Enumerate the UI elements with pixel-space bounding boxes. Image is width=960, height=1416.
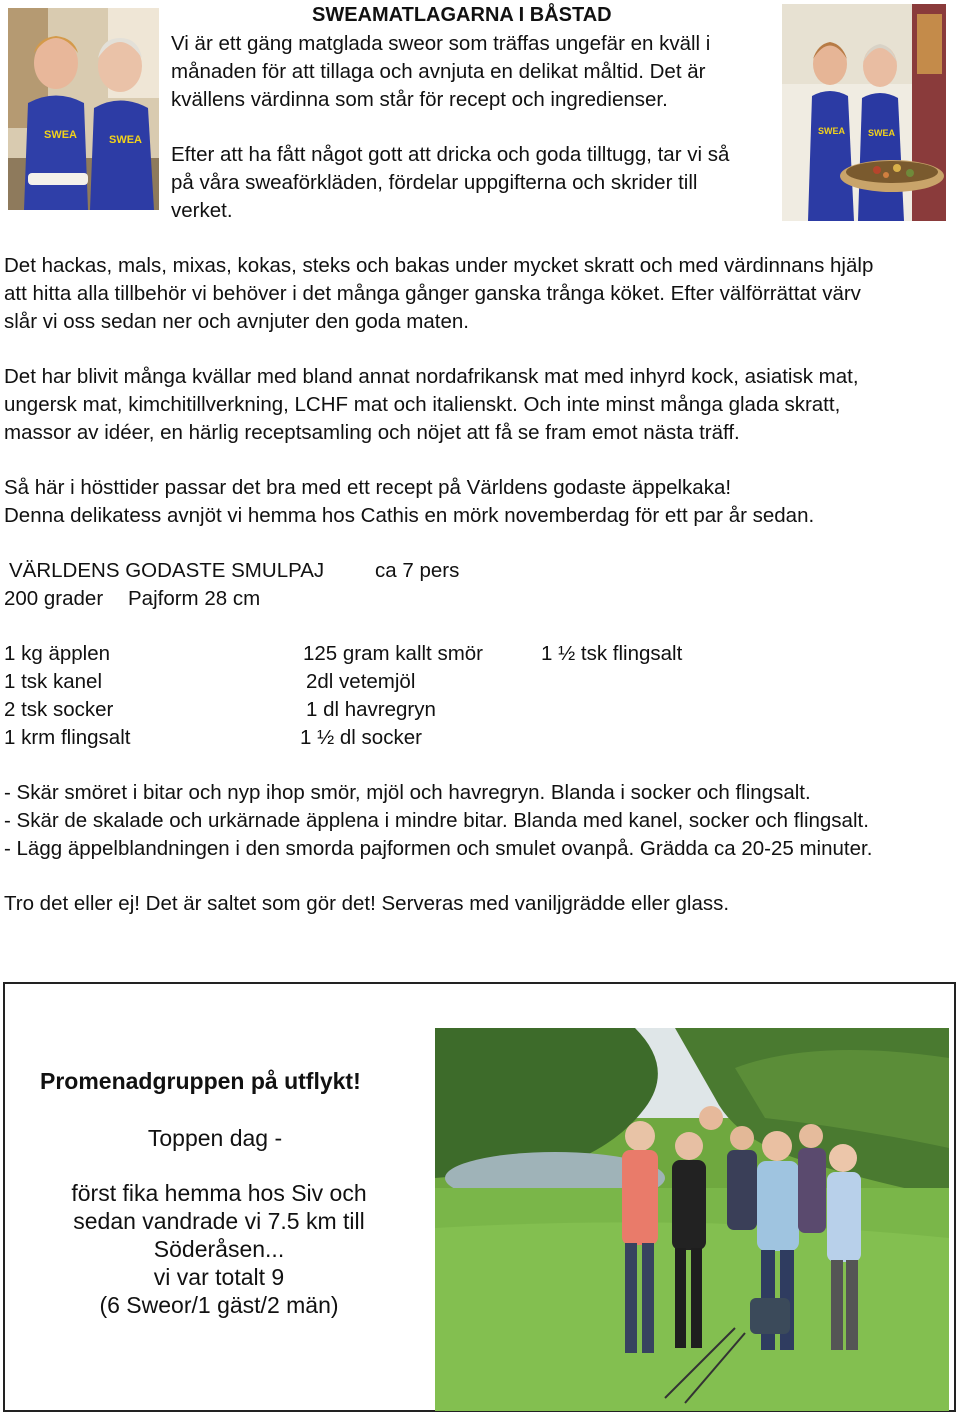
swea-logo-left: SWEA xyxy=(44,129,77,141)
recipe-step: - Skär de skalade och urkärnade äpplena i mindre bitar. Blanda med kanel, socker och flingsalt. xyxy=(4,809,869,832)
body-line: Denna delikatess avnjöt vi hemma hos Cathis en mörk novemberdag för ett par år sedan. xyxy=(4,504,815,527)
promo-line: (6 Sweor/1 gäst/2 män) xyxy=(99,1292,339,1318)
promo-line: sedan vandrade vi 7.5 km till xyxy=(73,1208,365,1234)
ingredient: 2dl vetemjöl xyxy=(306,670,416,693)
ingredient: 1 ½ tsk flingsalt xyxy=(541,642,683,665)
second-line: på våra sweaförkläden, fördelar uppgifterna och skrider till xyxy=(171,171,698,194)
ingredients-col-3 xyxy=(541,640,682,668)
recipe-form: Pajform 28 cm xyxy=(128,587,261,610)
body-line: att hitta alla tillbehör vi behöver i det många gånger ganska trånga köket. Efter välförrättat värv xyxy=(4,282,861,305)
intro-line: kvällens värdinna som står för recept och ingredienser. xyxy=(171,88,668,111)
ingredient: 1 krm flingsalt xyxy=(4,726,131,749)
ingredients-col-1 xyxy=(4,640,130,752)
recipe-servings: ca 7 pers xyxy=(375,559,460,582)
recipe-step: - Lägg äppelblandningen i den smorda pajformen och smulet ovanpå. Grädda ca 20-25 minuter. xyxy=(4,837,873,860)
promo-line: vi var totalt 9 xyxy=(153,1264,285,1290)
body-line: ungersk mat, kimchitillverkning, LCHF mat och italienskt. Och inte minst många glada skratt, xyxy=(4,393,841,416)
ingredient: 1 tsk kanel xyxy=(4,670,102,693)
promo-line: Toppen dag - xyxy=(147,1125,283,1151)
ingredient: 1 ½ dl socker xyxy=(300,726,422,749)
recipe-closing: Tro det eller ej! Det är saltet som gör det! Serveras med vaniljgrädde eller glass. xyxy=(4,892,730,915)
walking-group-box xyxy=(3,982,956,1412)
swea-logo-right-2: SWEA xyxy=(868,128,895,138)
page-title: SWEAMATLAGARNA I BÅSTAD xyxy=(312,4,612,26)
group-photo xyxy=(435,1028,949,1411)
body-line: Det har blivit många kvällar med bland annat nordafrikansk mat med inhyrd kock, asiatisk mat, xyxy=(4,365,859,388)
promo-title: Promenadgruppen på utflykt! xyxy=(40,1068,361,1094)
second-line: Efter att ha fått något gott att dricka och goda tilltugg, tar vi så xyxy=(171,143,730,166)
body-paragraph-3 xyxy=(4,474,814,530)
body-paragraph-2 xyxy=(4,363,859,447)
ingredient: 2 tsk socker xyxy=(4,698,114,721)
body-line: slår vi oss sedan ner och avnjuter den goda maten. xyxy=(4,310,469,333)
kitchen-photo-right xyxy=(782,4,946,221)
body-line: Det hackas, mals, mixas, kokas, steks och bakas under mycket skratt och med värdinnans hjälp xyxy=(4,254,874,277)
ingredient: 125 gram kallt smör xyxy=(303,642,484,665)
body-line: massor av idéer, en härlig receptsamling och nöjet att få se fram emot nästa träff. xyxy=(4,421,740,444)
promo-line: Söderåsen... xyxy=(153,1236,285,1262)
promo-line: först fika hemma hos Siv och xyxy=(71,1180,367,1206)
kitchen-photo-left xyxy=(8,8,159,210)
swea-logo-right: SWEA xyxy=(818,126,845,136)
body-line: Så här i hösttider passar det bra med ett recept på Världens godaste äppelkaka! xyxy=(4,476,732,499)
ingredient: 1 kg äpplen xyxy=(4,642,111,665)
recipe-step: - Skär smöret i bitar och nyp ihop smör, mjöl och havregryn. Blanda i socker och flingsalt. xyxy=(4,781,811,804)
intro-line: Vi är ett gäng matglada sweor som träffas ungefär en kväll i xyxy=(171,32,711,55)
recipe-title: VÄRLDENS GODASTE SMULPAJ xyxy=(9,559,325,582)
intro-line: månaden för att tillaga och avnjuta en delikat måltid. Det är xyxy=(171,60,706,83)
second-paragraph xyxy=(171,141,729,225)
ingredients-col-2 xyxy=(300,640,484,752)
ingredient: 1 dl havregryn xyxy=(306,698,436,721)
swea-logo-left-2: SWEA xyxy=(109,134,142,146)
second-line: verket. xyxy=(171,199,233,222)
intro-paragraph xyxy=(171,30,710,114)
recipe-steps xyxy=(4,779,872,863)
body-paragraph-1 xyxy=(4,252,873,336)
recipe-oven-temp: 200 grader xyxy=(4,587,104,610)
